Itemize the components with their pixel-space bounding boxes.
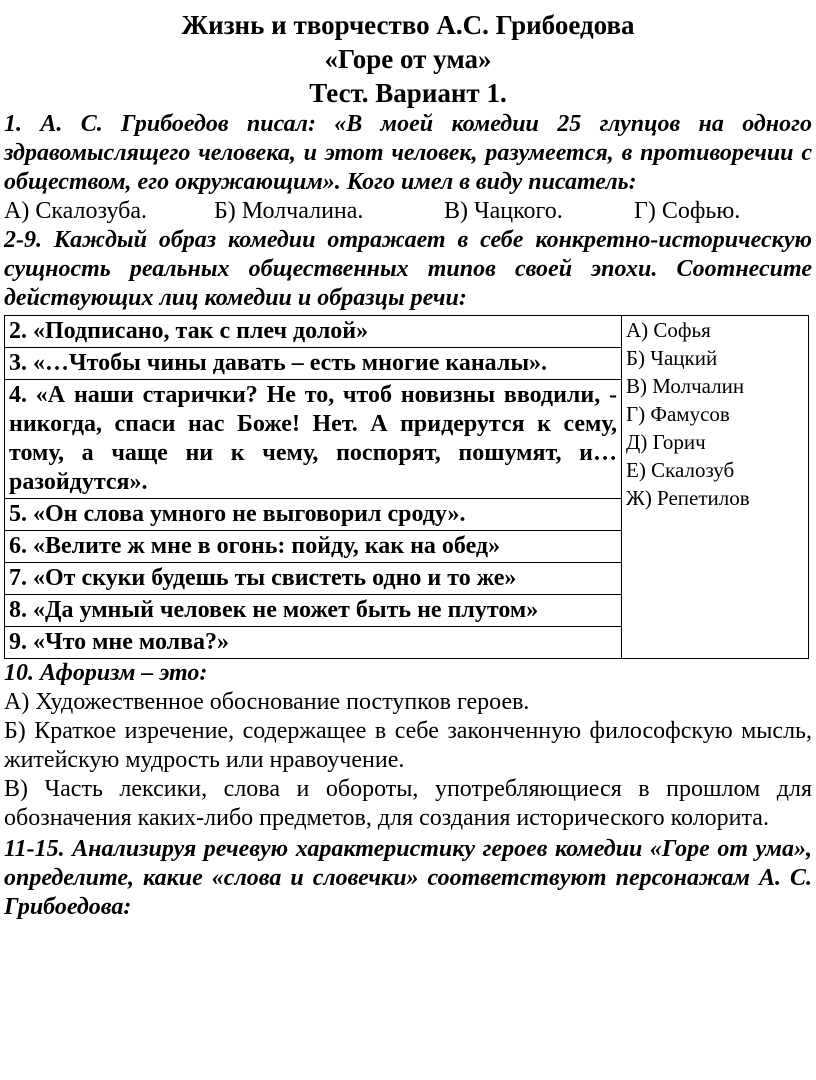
characters-list	[622, 316, 809, 659]
test-page	[4, 0, 812, 922]
character-e: Д) Горич	[626, 430, 706, 454]
title-line-3: Тест. Вариант 1.	[309, 78, 507, 108]
quote-4: 4. «А наши старички? Не то, чтоб новизны вводили, - никогда, спаси нас Боже! Нет. А придерутся к сему, тому, а чаще ни к чему, поспорят, пошумят, и… разойдутся».	[5, 380, 622, 499]
question-10-option-c: В) Часть лексики, слова и обороты, употребляющиеся в прошлом для обозначения каких-либо предметов, для создания исторического колорита.	[4, 776, 812, 831]
question-10-option-a: А) Художественное обоснование поступков героев.	[4, 689, 530, 715]
question-2-9: 2-9. Каждый образ комедии отражает в себе конкретно-историческую сущность реальных общественных типов своей эпохи. Соотнесите действующих лиц комедии и образцы речи:	[4, 227, 812, 311]
quote-3: 3. «…Чтобы чины давать – есть многие каналы».	[5, 348, 622, 380]
question-11-15: 11-15. Анализируя речевую характеристику героев комедии «Горе от ума», определите, какие «слова и словечки» соответствуют персонажам А. С. Грибоедова:	[4, 836, 812, 920]
table-row	[5, 316, 809, 348]
title-line-2: «Горе от ума»	[324, 44, 492, 74]
question-1: 1. А. С. Грибоедов писал: «В моей комедии 25 глупцов на одного здравомыслящего человека, и этот человек, разумеется, в противоречии с обществом, его окружающим». Кого имел в виду писатель:	[4, 111, 812, 195]
question-10-option-b: Б) Краткое изречение, содержащее в себе законченную философскую мысль, житейскую мудрость или нравоучение.	[4, 718, 812, 773]
question-1-options	[4, 197, 812, 226]
matching-table	[4, 315, 809, 659]
quote-5: 5. «Он слова умного не выговорил сроду».	[5, 499, 622, 531]
question-1-option-b: Б) Молчалина.	[214, 198, 364, 224]
character-g: Ж) Репетилов	[626, 486, 750, 510]
question-10: 10. Афоризм – это:	[4, 660, 208, 686]
quote-7: 7. «От скуки будешь ты свистеть одно и то же»	[5, 563, 622, 595]
character-f: Е) Скалозуб	[626, 458, 735, 482]
quote-6: 6. «Велите ж мне в огонь: пойду, как на обед»	[5, 531, 622, 563]
question-1-option-d: Г) Софью.	[634, 198, 741, 224]
quote-8: 8. «Да умный человек не может быть не плутом»	[5, 595, 622, 627]
quote-2: 2. «Подписано, так с плеч долой»	[5, 316, 622, 348]
character-c: В) Молчалин	[626, 374, 745, 398]
title-line-1: Жизнь и творчество А.С. Грибоедова	[181, 10, 635, 40]
quote-9: 9. «Что мне молва?»	[5, 627, 622, 659]
character-d: Г) Фамусов	[626, 402, 730, 426]
question-1-option-a: А) Скалозуба.	[4, 198, 147, 224]
question-1-option-c: В) Чацкого.	[444, 198, 563, 224]
character-a: А) Софья	[626, 318, 711, 342]
character-b: Б) Чацкий	[626, 346, 718, 370]
